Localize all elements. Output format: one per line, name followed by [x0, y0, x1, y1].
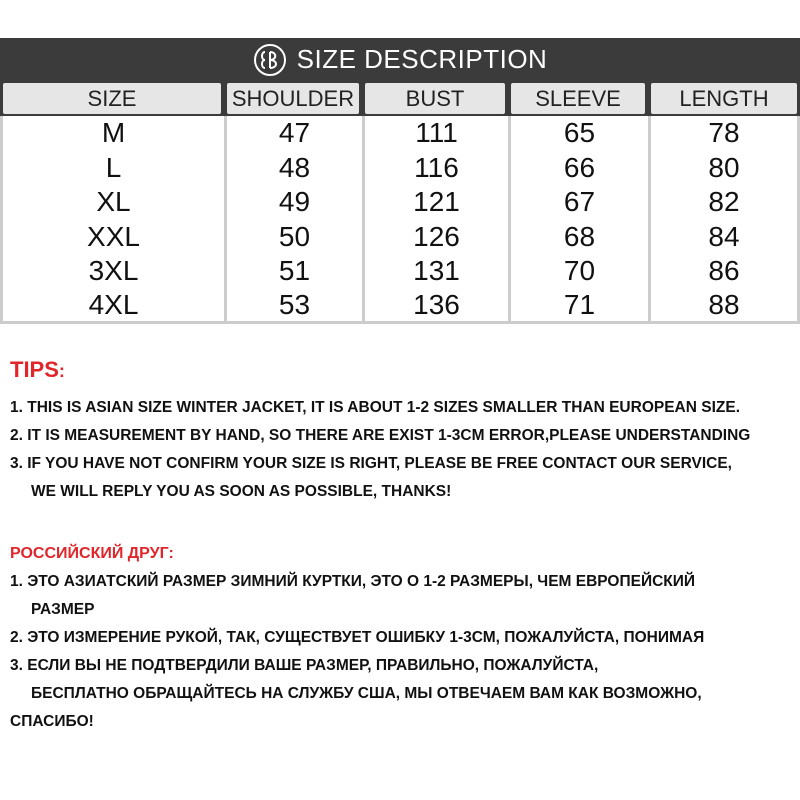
table-cell: 53 — [224, 289, 362, 324]
column-header-shoulder: SHOULDER — [224, 81, 362, 116]
table-cell: 126 — [362, 220, 508, 255]
table-cell: 65 — [508, 116, 648, 151]
tips-line-1: 1. THIS IS ASIAN SIZE WINTER JACKET, IT IS ABOUT 1-2 SIZES SMALLER THAN EUROPEAN SIZE. — [10, 399, 741, 416]
page-title: SIZE DESCRIPTION — [296, 44, 548, 74]
table-cell: 3XL — [0, 254, 224, 289]
russian-line-1: 1. ЭТО АЗИАТСКИЙ РАЗМЕР ЗИМНИЙ КУРТКИ, ЭТО О 1-2 РАЗМЕРЫ, ЧЕМ ЕВРОПЕЙСКИЙ — [10, 573, 696, 590]
table-cell: 4XL — [0, 289, 224, 324]
table-cell: L — [0, 151, 224, 186]
russian-line-3-cont: БЕСПЛАТНО ОБРАЩАЙТЕСЬ НА СЛУЖБУ США, МЫ ОТВЕЧАЕМ ВАМ КАК ВОЗМОЖНО, — [31, 685, 702, 702]
tips-line-3-cont: WE WILL REPLY YOU AS SOON AS POSSIBLE, THANKS! — [31, 483, 452, 500]
table-row — [0, 116, 800, 151]
tips-line-2: 2. IT IS MEASUREMENT BY HAND, SO THERE ARE EXIST 1-3CM ERROR,PLEASE UNDERSTANDING — [10, 427, 751, 444]
table-cell: M — [0, 116, 224, 151]
table-cell: 70 — [508, 254, 648, 289]
column-header-bust: BUST — [362, 81, 508, 116]
size-description-header — [0, 38, 800, 81]
table-row — [0, 220, 800, 255]
table-cell: 71 — [508, 289, 648, 324]
table-cell: 116 — [362, 151, 508, 186]
table-row — [0, 289, 800, 324]
circle-monogram-logo-icon — [253, 43, 287, 77]
size-table — [0, 81, 800, 324]
table-cell: 131 — [362, 254, 508, 289]
table-cell: 80 — [648, 151, 800, 186]
table-cell: 82 — [648, 185, 800, 220]
table-row — [0, 254, 800, 289]
table-cell: XL — [0, 185, 224, 220]
column-header-length: LENGTH — [648, 81, 800, 116]
russian-line-3: 3. ЕСЛИ ВЫ НЕ ПОДТВЕРДИЛИ ВАШЕ РАЗМЕР, ПРАВИЛЬНО, ПОЖАЛУЙСТА, — [10, 657, 599, 674]
table-row — [0, 185, 800, 220]
tips-title: TIPS — [10, 357, 59, 382]
table-cell: 49 — [224, 185, 362, 220]
russian-title: РОССИЙСКИЙ ДРУГ: — [10, 545, 174, 562]
table-cell: 50 — [224, 220, 362, 255]
table-cell: 86 — [648, 254, 800, 289]
table-cell: 84 — [648, 220, 800, 255]
russian-line-3-end: СПАСИБО! — [10, 713, 94, 730]
table-cell: 78 — [648, 116, 800, 151]
table-cell: 111 — [362, 116, 508, 151]
table-cell: 51 — [224, 254, 362, 289]
table-cell: 47 — [224, 116, 362, 151]
table-cell: 68 — [508, 220, 648, 255]
table-cell: 67 — [508, 185, 648, 220]
table-cell: 48 — [224, 151, 362, 186]
russian-line-1-cont: РАЗМЕР — [31, 601, 95, 618]
table-cell: 66 — [508, 151, 648, 186]
tips-heading — [10, 352, 795, 388]
table-cell: 88 — [648, 289, 800, 324]
russian-line-2: 2. ЭТО ИЗМЕРЕНИЕ РУКОЙ, ТАК, СУЩЕСТВУЕТ ОШИБКУ 1-3СМ, ПОЖАЛУЙСТА, ПОНИМАЯ — [10, 629, 705, 646]
table-header-row — [0, 81, 800, 116]
tips-colon: : — [58, 361, 65, 381]
table-cell: 121 — [362, 185, 508, 220]
tips-line-3: 3. IF YOU HAVE NOT CONFIRM YOUR SIZE IS RIGHT, PLEASE BE FREE CONTACT OUR SERVICE, — [10, 455, 732, 472]
table-row — [0, 151, 800, 186]
table-cell: 136 — [362, 289, 508, 324]
notes-section — [10, 352, 795, 736]
table-cell: XXL — [0, 220, 224, 255]
column-header-sleeve: SLEEVE — [508, 81, 648, 116]
column-header-size: SIZE — [0, 81, 224, 116]
